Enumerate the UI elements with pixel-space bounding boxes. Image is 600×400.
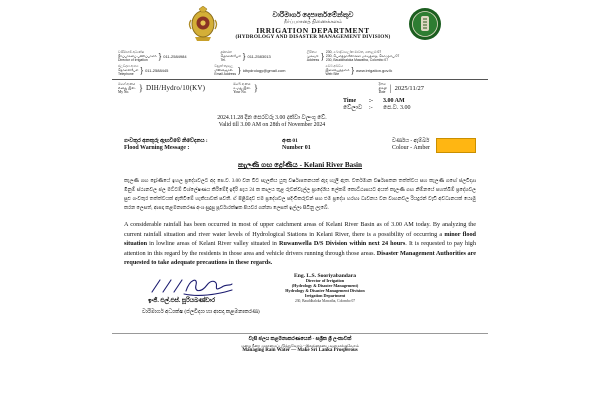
contact-label: முகவரி <box>306 54 319 58</box>
sri-lanka-national-emblem-icon <box>188 6 218 47</box>
department-titles <box>218 12 408 41</box>
contact-label: தொலைபேசி <box>118 68 139 72</box>
my-number-label: எனது இல. <box>118 86 136 91</box>
time-value-si: පෙ.ව. 3.00 <box>383 105 411 112</box>
signatory-block-english <box>260 273 390 303</box>
time-label-en: Time <box>343 97 357 104</box>
amber-colour-swatch <box>436 138 476 153</box>
time-value-en: 3.00 AM <box>383 97 405 104</box>
contact-label: Address <box>306 58 320 62</box>
warning-header-row <box>112 138 488 153</box>
brace-glyph: } <box>242 51 246 61</box>
address-line: 230, Bauddhaloka Mawatha, Colombo 07 <box>325 58 389 62</box>
signatory-title-line: (Hydrology & Disaster Management) <box>291 283 359 289</box>
date-label: Date <box>378 90 386 95</box>
my-number-label: My No. <box>118 90 130 95</box>
contact-label: Tel. <box>220 58 226 62</box>
signatory-title-sinhala: වාරිමාර්ග අධ්‍යක්ෂ (ජලවිද්‍යා හා ආපදා කළමනාකරණ) <box>142 309 260 316</box>
date-group <box>379 82 424 95</box>
your-number-label: உமது இல. <box>233 86 251 91</box>
time-label-si: වේලාව <box>343 105 363 112</box>
warning-colour-block <box>392 138 430 153</box>
header-divider <box>112 79 488 80</box>
address-value <box>326 50 399 62</box>
address-line: 230, බෞද්ධාලෝක මාවත, කොළඹ 07 <box>325 50 382 54</box>
brace-glyph: } <box>253 83 259 94</box>
contact-label: Email Address <box>214 72 237 76</box>
time-separator: :- <box>369 105 373 112</box>
department-name-tamil: நீர்ப்பாசனத் திணைக்களம் <box>283 20 343 26</box>
time-row-english <box>343 98 488 106</box>
department-name-sinhala: වාරිමාර්ග දෙපාර්තමේන්තුව <box>272 10 354 19</box>
date-value: 2025/11/27 <box>394 84 424 92</box>
contact-label: Telephone <box>118 72 134 76</box>
contact-email <box>214 64 285 76</box>
contact-web <box>325 64 392 76</box>
time-block <box>343 98 488 113</box>
date-label: දිනය <box>378 82 386 86</box>
colour-label-en: Colour - Amber <box>392 145 430 152</box>
body-paragraph-sinhala: කැලණි ගඟ ද්‍රෝණියේ ඉහල ප්‍රදේශවලට අද පෙ.ව. 3.00 වන විට සැලකිය යුතු වර්ෂාපතනයක් ඇද හැලී ඇත. වර්තමාන වර්ෂාපතන තත්ත්වය සහ කැලණි ගඟේ ජලවිද්‍යා මිනුම් ස්ථානවල ජල මට්ටම් විශ්ලේෂණය කිරීමේදී ඉදිරි පැය 24 ක කාලය තුළ රුවන්වැල්ල ප්‍රාදේශීය ලේකම් කොට්ඨාසයට අයත් කැලණි ගඟ නිම්නයේ පහත්බිම් ප්‍රදේශවල සුළු ගංවතුර තත්ත්වයක් ඇතිවීමේ හැකියාවක් පවතී. ඒ පිළිබඳව එම ප්‍රදේශවල පදිංචිකරුවන් සහ එම ප්‍රදේශ හරහා ධාවනය වන වාහනවල රියදුරන් වැඩි අවධානයක් යොමු කරන ලෙසත්, ආපදා කළමනාකරණ අංශ සුදුසු පූර්වාරක්ෂක පියවර ගන්නා ලෙසත් ඉල්ලා සිටිනු ලැබේ. <box>124 179 476 212</box>
brace-glyph: } <box>140 65 144 75</box>
river-basin-title: කැලණි ගඟ ද්‍රෝණිය - Kelani River Basin <box>237 161 363 170</box>
your-number-label: Your No. <box>233 90 247 95</box>
contact-label: විද්‍යුත් තැපෑල <box>214 64 234 68</box>
contact-telephone <box>118 64 168 76</box>
time-row-sinhala <box>343 105 488 113</box>
body-en-text: in lowline areas of Kelani River valley situated in <box>147 240 280 248</box>
telephone-value: 011-2588445 <box>145 67 169 73</box>
brace-glyph: } <box>351 65 355 75</box>
signature-area <box>112 273 488 331</box>
contact-tel <box>221 50 271 62</box>
contact-row-1 <box>112 50 488 62</box>
signatory-division-line: Hydrology & Disaster Management Division <box>285 288 365 294</box>
colour-label-si: වර්ණය - ඇම්බර් <box>392 138 430 145</box>
signatory-title-line: Director of Irrigation <box>305 278 345 284</box>
contact-label: වාරිමාර්ග අධ්‍යක්ෂ <box>118 50 144 54</box>
brace-glyph: } <box>238 65 241 75</box>
warning-number-si: අංක 01 <box>282 138 298 145</box>
signatory-department-line: Irrigation Department <box>304 292 346 298</box>
body-en-bold-division: Ruwanwella D/S Division <box>279 240 348 248</box>
reference-row <box>112 82 488 95</box>
warning-label-en: Flood Warning Message : <box>124 145 190 152</box>
flood-warning-document <box>112 0 488 355</box>
my-number-value: DIH/Hydro/10(KV) <box>146 84 206 93</box>
tel-value: 011-2583013 <box>247 53 271 59</box>
contact-label: நீர்ப்பாசனப் பணிப்பாளர் <box>118 54 157 58</box>
contact-row-2 <box>112 64 488 76</box>
brace-glyph: } <box>158 51 162 61</box>
website-value: www.irrigation.gov.lk <box>356 67 393 73</box>
director-phone-value: 011-2584984 <box>163 53 187 59</box>
warning-label-si: ගංවතුර අනතුරු ඇඟවීමේ නිවේදනය : <box>124 138 208 145</box>
date-label: திகதி <box>378 86 387 91</box>
signatory-address-line: 230, Bauddhaloka Mawatha, Colombo 07 <box>294 298 356 303</box>
validity-block <box>122 115 422 129</box>
contact-label: වෙබ් අඩවිය <box>325 64 344 68</box>
body-en-text: A considerable rainfall has been occurred in most of upper catchment areas of Kelani River Basin as of 3.00 AM today. By analyzing the current rainfall situation and river water levels of Hydrological Stations in Kelani River, there is a possibility of occurring a <box>124 221 476 238</box>
contact-label: දුරකථන <box>220 50 232 54</box>
time-separator: :- <box>369 97 373 104</box>
contact-label: தொலைபேசி <box>220 54 241 58</box>
motto-tamil: மழை நீரை முகாமைப்படுத்துவோம் - இலங்கையை வளமாக்குவோம் <box>241 343 359 348</box>
brace-glyph: } <box>138 83 144 94</box>
warning-number-en: Number 01 <box>282 145 311 152</box>
validity-english: Valid till 3.00 AM on 28th of November 2024 <box>218 121 326 128</box>
contact-label: ජලවිද්‍යා අංශය <box>118 64 139 68</box>
warning-number-block <box>282 138 374 153</box>
body-paragraph-english <box>124 220 476 268</box>
contact-label: Director of Irrigation <box>118 58 148 62</box>
letterhead <box>112 6 488 47</box>
contact-label: மின்னஞ்சல் <box>214 68 233 72</box>
brace-glyph: | <box>389 83 392 94</box>
body-en-bold-minor-flood: minor flood situation <box>124 230 477 248</box>
contact-address <box>307 50 400 62</box>
body-en-bold-24-hours: within next 24 hours <box>349 240 406 248</box>
body-en-bold-precautions: Disaster Management Authorities are requested to take adequate precautions in these regards. <box>124 249 476 267</box>
contact-label: ලිපිනය <box>306 50 317 54</box>
footer-motto <box>112 333 488 355</box>
contact-label: இணையத்தளம் <box>325 68 350 72</box>
motto-sinhala: වැසි ජලය කළමනාකරණයෙන් - සශ්‍රීක ශ්‍රී ලංකාවක් <box>248 337 352 343</box>
department-name-english: IRRIGATION DEPARTMENT <box>256 25 370 35</box>
warning-label-block <box>124 138 282 153</box>
address-line: 230, பௌத்தாலோக்கா மாவத்தை, கொழும்பு 07 <box>325 54 400 58</box>
contact-director <box>118 50 187 62</box>
signatory-name-sinhala: ඉංජි. එල්.එස්. සූරියබණ්ඩාර <box>148 298 216 305</box>
your-number-group <box>233 82 261 95</box>
contact-label: Web Site <box>325 72 340 76</box>
irrigation-department-logo-icon <box>408 7 442 46</box>
signatory-name-english: Eng. L.S. Sooriyabandara <box>293 273 356 280</box>
division-name: (HYDROLOGY AND DISASTER MANAGEMENT DIVISION) <box>235 34 391 41</box>
body-en-text: . It is requested to pay high attention in this regard by the residents in those area and vehicle drivers running through those areas. <box>124 240 476 257</box>
motto-english: Managing Rain Water — Make Sri Lanka Prosperous <box>242 348 358 354</box>
my-number-group <box>118 82 205 95</box>
your-number-label: ඔබේ අංකය <box>233 82 251 86</box>
my-number-label: මගේ අංකය <box>118 82 136 86</box>
brace-glyph: } <box>321 51 324 61</box>
contact-strip <box>112 50 488 76</box>
email-value: idhydrology@gmail.com <box>242 67 286 73</box>
validity-sinhala: 2024.11.28 දින පෙරවරු 3.00 දක්වා වලංගු වේ. <box>217 114 327 121</box>
